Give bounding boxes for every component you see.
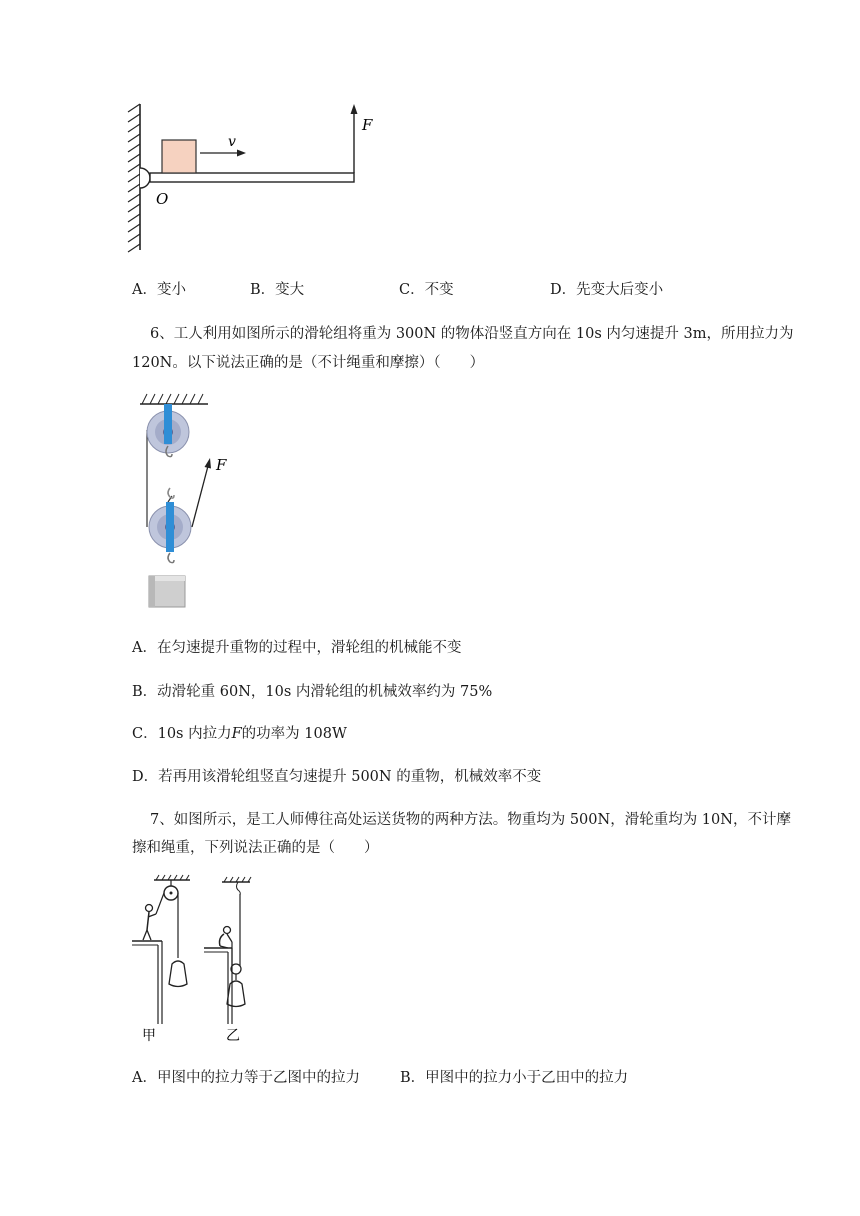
q6-stem-line1: 6、工人利用如图所示的滑轮组将重为 300N 的物体沿竖直方向在 10s 内匀速提升 3m，所用拉力为 <box>150 326 794 342</box>
q7-option-b[interactable]: B．甲图中的拉力小于乙田中的拉力 <box>400 1070 629 1086</box>
q7-stem-line2: 擦和绳重，下列说法正确的是（ ） <box>132 840 379 856</box>
q5-option-d[interactable]: D．先变大后变小 <box>550 282 664 298</box>
two-methods-figure <box>128 872 278 1048</box>
q6-option-a[interactable]: A．在匀速提升重物的过程中，滑轮组的机械能不变 <box>132 640 462 656</box>
lever-figure <box>126 100 386 260</box>
q5-option-c[interactable]: C．不变 <box>399 282 454 298</box>
q5-option-b[interactable]: B．变大 <box>250 282 305 298</box>
q6-option-d[interactable]: D．若再用该滑轮组竖直匀速提升 500N 的重物，机械效率不变 <box>132 769 542 785</box>
q6-option-c-post: 的功率为 108W <box>241 726 347 742</box>
q6-option-c-pre: C．10s 内拉力 <box>132 726 232 742</box>
q6-option-c-var: F <box>231 726 242 742</box>
q5-option-a[interactable]: A．变小 <box>132 282 186 298</box>
sliding-block <box>162 140 196 173</box>
q7-stem-line1: 7、如图所示，是工人师傅往高处运送货物的两种方法。物重均为 500N，滑轮重均为 10N，不计摩 <box>150 812 791 828</box>
label-F: F <box>362 116 373 134</box>
label-v: v <box>228 134 236 150</box>
wall-hatching <box>128 104 140 252</box>
pulley-figure <box>134 390 244 612</box>
pulley-label-F: F <box>216 456 227 474</box>
label-jia: 甲 <box>142 1028 156 1044</box>
label-yi: 乙 <box>226 1028 240 1044</box>
q7-option-a[interactable]: A．甲图中的拉力等于乙图中的拉力 <box>132 1070 360 1086</box>
q6-option-c[interactable] <box>132 722 347 743</box>
q6-stem-line2: 120N。以下说法正确的是（不计绳重和摩擦）（ ） <box>132 355 485 371</box>
label-O: O <box>156 190 169 208</box>
q6-option-b[interactable]: B．动滑轮重 60N，10s 内滑轮组的机械效率约为 75% <box>132 684 493 700</box>
